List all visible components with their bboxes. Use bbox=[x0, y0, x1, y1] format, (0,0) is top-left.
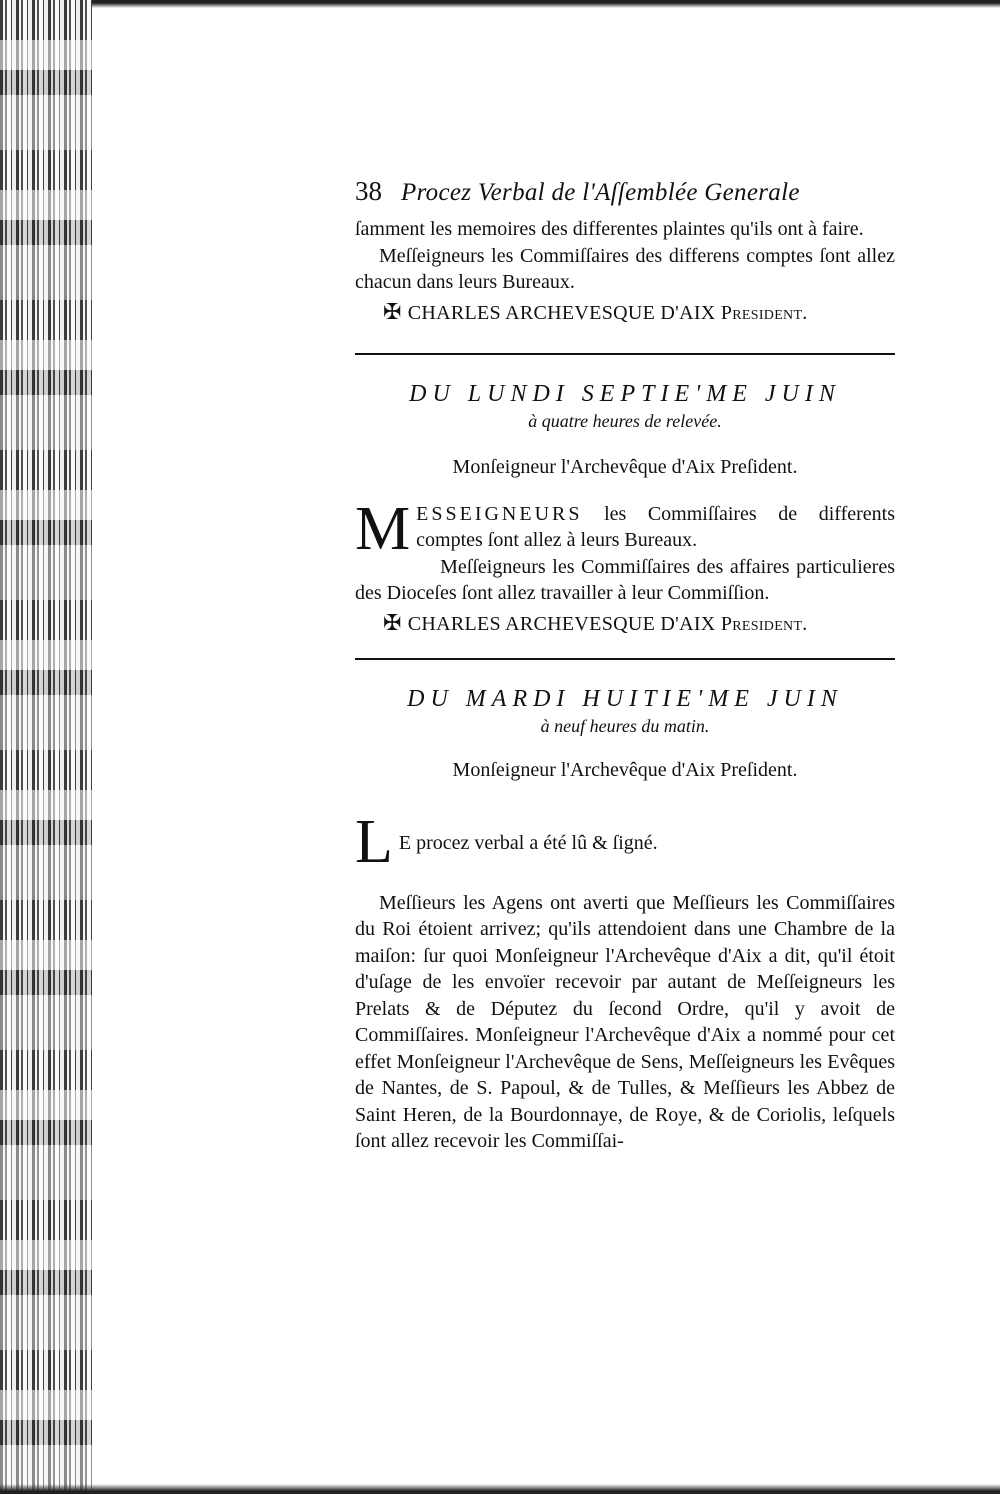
paragraph-agens-commissaires: Meſſieurs les Agens ont averti que Meſſieurs les Commiſſaires du Roi étoient arrivez; qu'ils attendoient dans une Chambre de la maiſon: ſur quoi Monſeigneur l'Archevêque d'Aix a dit, qu'il étoit d'uſage de les envoïer recevoir par autant de Meſſeigneurs les Prelats & de Députez du ſecond Ordre, qu'il y avoit de Commiſſaires. Monſeigneur l'Archevêque d'Aix a nommé pour cet effet Monſeigneur l'Archevêque de Sens, Meſſeigneurs les Evêques de Nantes, de S. Papoul, & de Tulles, & Meſſieurs les Abbez de Saint Heren, de la Bourdonnaye, de Roye, & de Coriolis, leſquels ſont allez recevoir les Commiſſai- bbox=[355, 891, 895, 1152]
signature-line bbox=[383, 609, 895, 638]
session-subheading-monday: à quatre heures de relevée. bbox=[528, 410, 722, 431]
lead-word: ESSEIGNEURS bbox=[416, 502, 583, 525]
presidency-line: Monſeigneur l'Archevêque d'Aix Preſident. bbox=[452, 758, 798, 781]
binding-shadow bbox=[0, 0, 92, 1494]
signature-text: CHARLES ARCHEVESQUE D'AIX Preſident. bbox=[407, 301, 808, 324]
session-heading-monday: DU LUNDI SEPTIE'ME JUIN bbox=[409, 380, 841, 407]
signature-line bbox=[383, 298, 895, 327]
running-head bbox=[355, 176, 895, 216]
paragraph-procez-verbal bbox=[355, 807, 895, 876]
cross-icon: ✠ bbox=[383, 609, 402, 635]
paragraph-affaires-particulieres: Meſſeigneurs les Commiſſaires des affaires particulieres des Dioceſes ſont allez travailler à leur Commiſſion. bbox=[355, 555, 895, 604]
session-subheading-tuesday: à neuf heures du matin. bbox=[540, 715, 710, 736]
page-bottom-edge bbox=[0, 1484, 1000, 1494]
presidency-line: Monſeigneur l'Archevêque d'Aix Preſident. bbox=[452, 455, 798, 478]
signature-text: CHARLES ARCHEVESQUE D'AIX Preſident. bbox=[407, 612, 808, 635]
drop-cap: L bbox=[355, 807, 393, 876]
paragraph-text: les Commiſſaires de differents comptes ſont allez à leurs Bureaux. bbox=[416, 502, 895, 551]
page-number: 38 bbox=[355, 176, 382, 206]
drop-cap: M bbox=[355, 494, 411, 563]
running-title: Procez Verbal de l'Aſſemblée Generale bbox=[401, 179, 800, 206]
session-heading-tuesday: DU MARDI HUITIE'ME JUIN bbox=[407, 685, 843, 712]
page-top-edge bbox=[92, 0, 1000, 8]
continuation-paragraph: ſamment les memoires des differentes plaintes qu'ils ont à faire. bbox=[355, 218, 864, 240]
paragraph-commissaires-bureaux: Meſſeigneurs les Commiſſaires des differens comptes ſont allez chacun dans leurs Bureaux. bbox=[355, 244, 895, 293]
page-content bbox=[355, 176, 895, 1155]
cross-icon: ✠ bbox=[383, 298, 402, 324]
paragraph-messeigneurs bbox=[355, 494, 895, 563]
paragraph-text: E procez verbal a été lû & ſigné. bbox=[398, 831, 658, 854]
